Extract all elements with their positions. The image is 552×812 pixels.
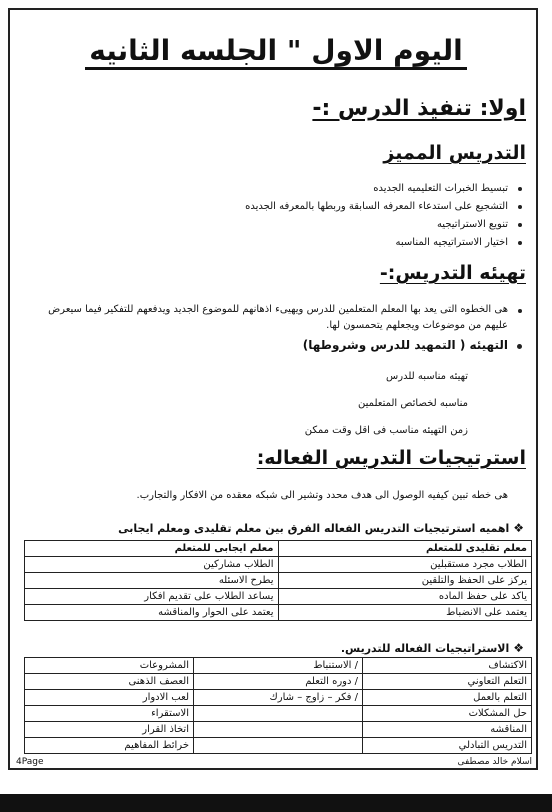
section-heading-implementation: اولا: تنفيذ الدرس :- bbox=[312, 96, 526, 121]
table-header: معلم ايجابى للمتعلم bbox=[25, 541, 279, 557]
list-item: اختيار الاستراتيجيه المناسبه bbox=[245, 234, 508, 252]
table-cell: الاستقراء bbox=[25, 706, 194, 722]
list-item: تنويع الاستراتيجيه bbox=[245, 216, 508, 234]
table-cell: يركز على الحفظ والتلقين bbox=[278, 573, 532, 589]
table-cell: يعتمد على الانضباط bbox=[278, 605, 532, 621]
page-title: اليوم الاول " الجلسه الثانيه bbox=[0, 34, 552, 67]
table-row bbox=[25, 722, 532, 738]
table-cell bbox=[194, 738, 363, 754]
table-cell bbox=[194, 706, 363, 722]
distinguished-teaching-list bbox=[245, 180, 508, 252]
table-cell: الطلاب مجرد مستقبلين bbox=[278, 557, 532, 573]
diamond-bullet-icon: ❖ bbox=[513, 641, 524, 655]
section-heading-distinguished-teaching: التدريس المميز bbox=[383, 142, 526, 164]
preparation-condition: تهيئه مناسبه للدرس bbox=[386, 371, 468, 382]
table-row bbox=[25, 690, 532, 706]
table-cell: المشروعات bbox=[25, 658, 194, 674]
section-heading-lesson-preparation: تهيئه التدريس:- bbox=[379, 262, 526, 284]
preparation-condition: مناسبه لخصائص المتعلمين bbox=[358, 398, 468, 409]
table-cell: يساعد الطلاب على تقديم افكار bbox=[25, 589, 279, 605]
table-cell: ياكد على حفظ الماده bbox=[278, 589, 532, 605]
table-cell: المناقشه bbox=[363, 722, 532, 738]
teacher-comparison-table bbox=[24, 540, 532, 621]
table-cell: / دوره التعلم bbox=[194, 674, 363, 690]
strategies-table bbox=[24, 657, 532, 754]
table-cell: التعلم بالعمل bbox=[363, 690, 532, 706]
table-cell: لعب الادوار bbox=[25, 690, 194, 706]
table-cell: التعلم التعاوني bbox=[363, 674, 532, 690]
table-row bbox=[25, 589, 532, 605]
table-cell bbox=[194, 722, 363, 738]
section-heading-effective-strategies: استرتيجيات التدريس الفعاله: bbox=[256, 447, 526, 469]
preparation-condition: زمن التهيئه مناسب فى اقل وقت ممكن bbox=[304, 425, 468, 436]
table-cell: يعتمد على الحوار والمناقشه bbox=[25, 605, 279, 621]
page-number: 4Page bbox=[16, 757, 44, 767]
preparation-subheading: التهيئه ( التمهيد للدرس وشروطها) bbox=[302, 338, 508, 352]
table-cell: التدريس التبادلي bbox=[363, 738, 532, 754]
table-cell: / فكر – زاوج – شارك bbox=[194, 690, 363, 706]
table-cell: اتخاذ القرار bbox=[25, 722, 194, 738]
list-item: تبسيط الخبرات التعليميه الجديده bbox=[245, 180, 508, 198]
table1-title: ❖اهميه استرتيجيات التدريس الفعاله الفرق بين معلم تقليدى ومعلم ايجابى bbox=[118, 521, 524, 535]
table-cell: يطرح الاسئله bbox=[25, 573, 279, 589]
list-item: التشجيع على استدعاء المعرفه السابقة وربطها بالمعرفه الجديده bbox=[245, 198, 508, 216]
author-name: اسلام خالد مصطفى bbox=[457, 757, 532, 767]
table-row bbox=[25, 738, 532, 754]
table-row bbox=[25, 605, 532, 621]
table-cell: حل المشكلات bbox=[363, 706, 532, 722]
table-row bbox=[25, 674, 532, 690]
strategies-definition: هى خطه تبين كيفيه الوصول الى هدف محدد وتشير الى شبكه معقده من الافكار والتجارب. bbox=[136, 490, 508, 501]
table-cell: خرائط المفاهيم bbox=[25, 738, 194, 754]
diamond-bullet-icon: ❖ bbox=[513, 521, 524, 535]
table-row bbox=[25, 573, 532, 589]
table2-title: ❖الاستراتيجيات الفعاله للتدريس. bbox=[340, 641, 524, 655]
table-cell: العصف الذهنى bbox=[25, 674, 194, 690]
table-row bbox=[25, 706, 532, 722]
table-header: معلم تقليدى للمتعلم bbox=[278, 541, 532, 557]
bottom-bar bbox=[0, 794, 552, 812]
table-cell: / الاستنباط bbox=[194, 658, 363, 674]
table-cell: الاكتشاف bbox=[363, 658, 532, 674]
table-row bbox=[25, 557, 532, 573]
table-row bbox=[25, 658, 532, 674]
page-border bbox=[8, 8, 538, 770]
footer-divider bbox=[14, 768, 532, 769]
preparation-paragraph: هى الخطوه التى يعد بها المعلم المتعلمين للدرس ويهيىء اذهانهم للموضوع الجديد ويدفعهم للتفكير فيما سيعرض عليهم من موضوعات ويجعلهم يتحمسون لها. bbox=[28, 302, 508, 334]
table-cell: الطلاب مشاركين bbox=[25, 557, 279, 573]
